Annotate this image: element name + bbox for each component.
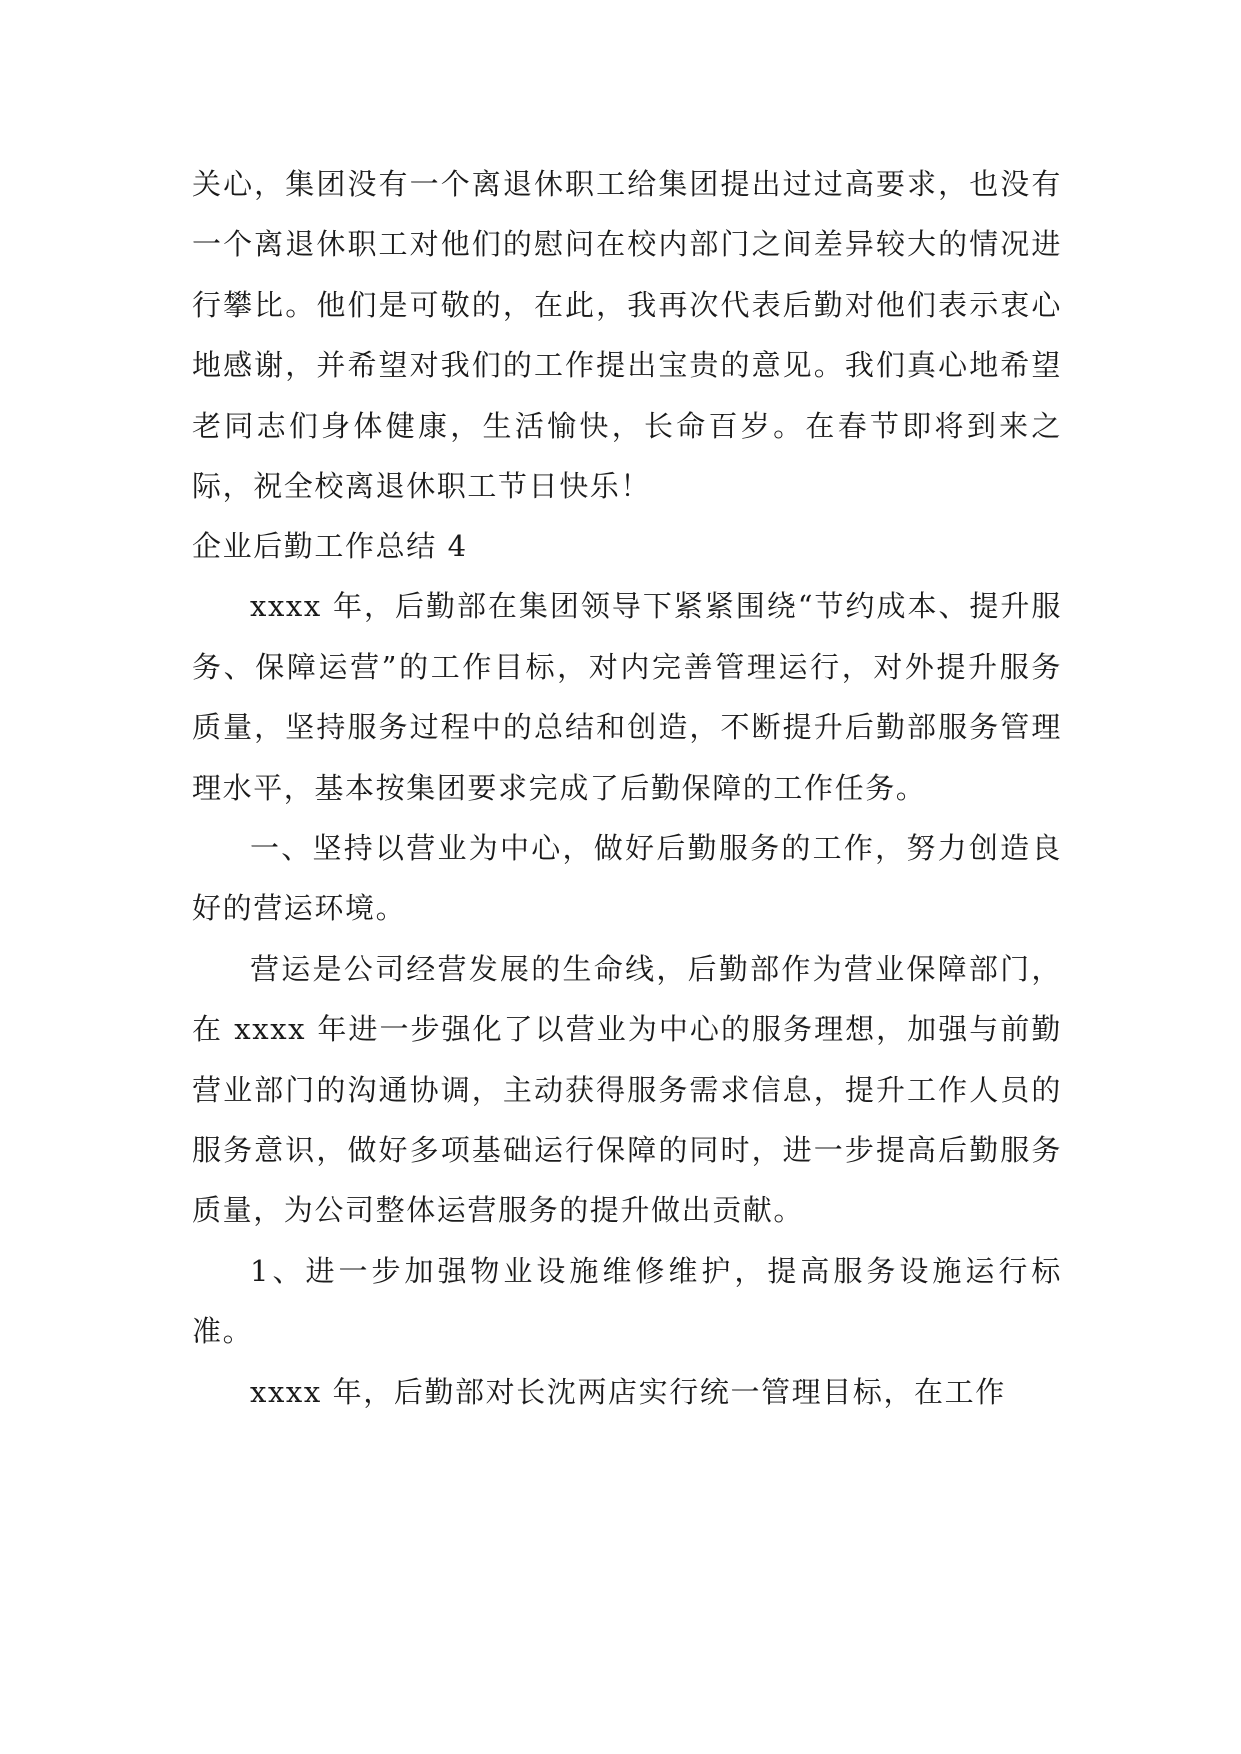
continuation-paragraph: 关心，集团没有一个离退休职工给集团提出过过高要求，也没有一个离退休职工对他们的慰问在校内部门之间差异较大的情况进行攀比。他们是可敬的，在此，我再次代表后勤对他们表示衷心地感谢，并希望对我们的工作提出宝贵的意见。我们真心地希望老同志们身体健康，生活愉快，长命百岁。在春节即将到来之际，祝全校离退休职工节日快乐！ [192,167,1062,504]
body-paragraph: xxxx 年，后勤部在集团领导下紧紧围绕“节约成本、提升服务、保障运营”的工作目标，对内完善管理运行，对外提升服务质量，坚持服务过程中的总结和创造，不断提升后勤部服务管理理水平，基本按集团要求完成了后勤保障的工作任务。 [192,589,1062,805]
continuation-block [192,154,1062,516]
body-paragraph: 一、坚持以营业为中心，做好后勤服务的工作，努力创造良好的营运环境。 [192,831,1062,926]
body-paragraph: xxxx 年，后勤部对长沈两店实行统一管理目标，在工作 [250,1374,1006,1409]
body-paragraph: 营运是公司经营发展的生命线，后勤部作为营业保障部门，在 xxxx 年进一步强化了以营业为中心的服务理想，加强与前勤营业部门的沟通协调，主动获得服务需求信息，提升工作人员的服务意识，做好多项基础运行保障的同时，进一步提高后勤服务质量，为公司整体运营服务的提升做出贡献。 [192,951,1062,1228]
section-block [192,516,1062,1422]
body-paragraph: 1、进一步加强物业设施维修维护，提高服务设施运行标准。 [192,1253,1062,1349]
section-title: 企业后勤工作总结 4 [192,529,468,563]
